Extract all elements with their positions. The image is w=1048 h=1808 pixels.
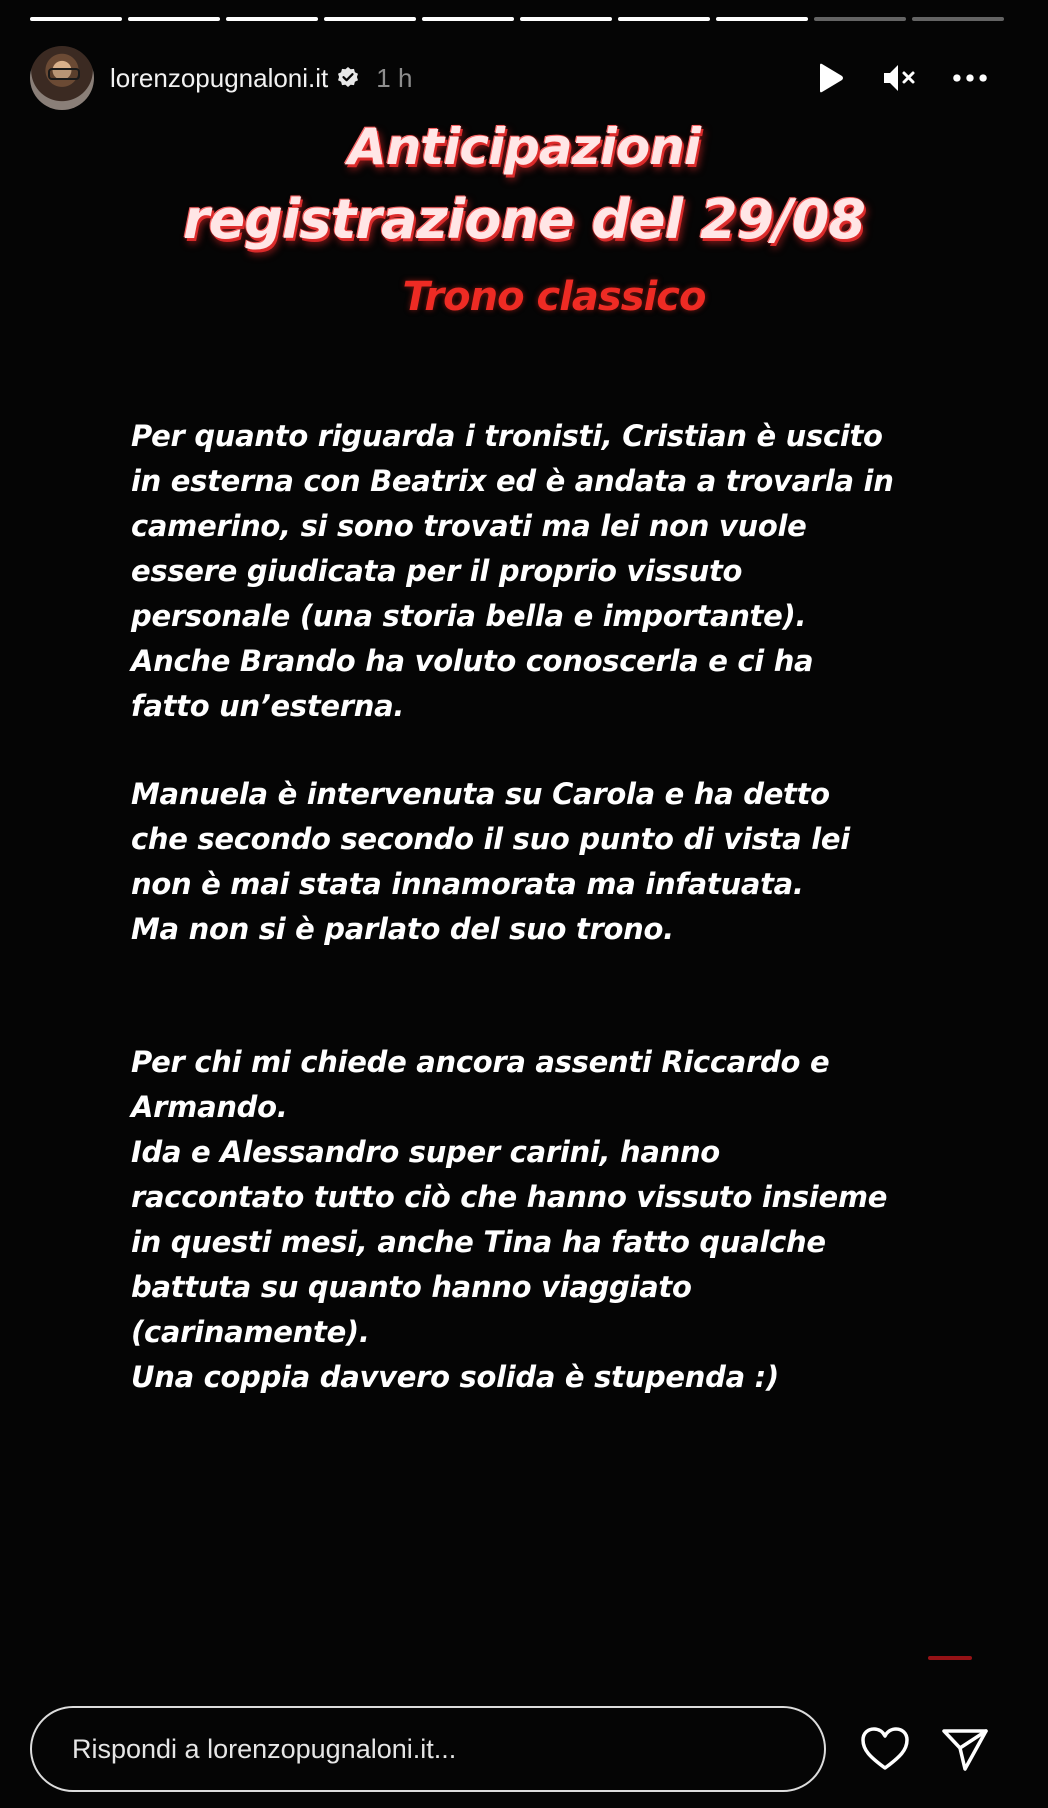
text-line: fatto un’esterna.: [131, 689, 405, 723]
text-line: battuta su quanto hanno viaggiato: [131, 1270, 692, 1304]
story-timestamp: 1 h: [376, 62, 413, 93]
text-line: Per chi mi chiede ancora assenti Riccardo e: [131, 1045, 830, 1079]
heart-icon[interactable]: [858, 1722, 912, 1776]
progress-segment: [324, 17, 416, 21]
text-line: non è mai stata innamorata ma infatuata.: [131, 867, 804, 901]
paragraph-1: [131, 414, 894, 729]
progress-segment: [520, 17, 612, 21]
text-line: Manuela è intervenuta su Carola e ha detto: [131, 777, 830, 811]
more-icon[interactable]: [952, 60, 988, 96]
avatar[interactable]: [30, 46, 94, 110]
text-line: personale (una storia bella e importante).: [131, 599, 807, 633]
text-line: raccontato tutto ciò che hanno vissuto insieme: [131, 1180, 888, 1214]
progress-segment: [128, 17, 220, 21]
mute-icon[interactable]: [882, 60, 918, 96]
text-line: Anche Brando ha voluto conoscerla e ci ha: [131, 644, 814, 678]
story-header: [30, 46, 1004, 110]
text-line: Una coppia davvero solida è stupenda :): [131, 1360, 779, 1394]
progress-segment: [912, 17, 1004, 21]
text-line: camerino, si sono trovati ma lei non vuole: [131, 509, 807, 543]
text-line: essere giudicata per il proprio vissuto: [131, 554, 743, 588]
text-line: (carinamente).: [131, 1315, 370, 1349]
text-line: Armando.: [131, 1090, 288, 1124]
progress-segment: [422, 17, 514, 21]
text-line: in questi mesi, anche Tina ha fatto qualche: [131, 1225, 826, 1259]
story-title-line-2: registrazione del 29/08: [183, 188, 865, 251]
paragraph-2: [131, 772, 850, 952]
reply-input[interactable]: [30, 1706, 826, 1792]
play-icon[interactable]: [812, 60, 848, 96]
avatar-glasses: [48, 68, 80, 80]
text-line: Per quanto riguarda i tronisti, Cristian è uscito: [131, 419, 883, 453]
progress-segment: [618, 17, 710, 21]
decorative-mark: [928, 1656, 972, 1660]
send-icon[interactable]: [938, 1722, 992, 1776]
story-progress-bar: [30, 17, 1004, 21]
progress-segment: [716, 17, 808, 21]
text-line: Ma non si è parlato del suo trono.: [131, 912, 674, 946]
progress-segment: [226, 17, 318, 21]
text-line: che secondo secondo il suo punto di vista lei: [131, 822, 850, 856]
paragraph-3: [131, 1040, 887, 1400]
story-title-line-1: Anticipazioni: [348, 118, 700, 176]
text-line: in esterna con Beatrix ed è andata a trovarla in: [131, 464, 894, 498]
story-controls: [812, 60, 988, 96]
username[interactable]: lorenzopugnaloni.it: [110, 62, 329, 93]
text-line: Ida e Alessandro super carini, hanno: [131, 1135, 720, 1169]
verified-badge-icon: [336, 66, 360, 90]
reply-placeholder: Rispondi a lorenzopugnaloni.it...: [72, 1733, 457, 1764]
story-subtitle: Trono classico: [402, 274, 706, 320]
progress-segment: [814, 17, 906, 21]
progress-segment: [30, 17, 122, 21]
